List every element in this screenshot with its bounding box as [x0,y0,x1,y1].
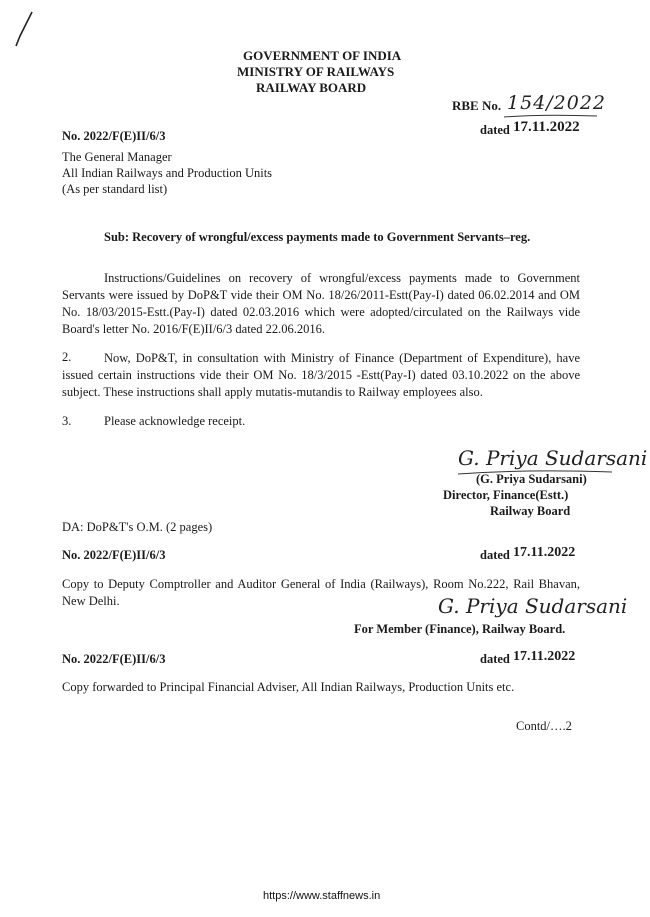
file-number: No. 2022/F(E)II/6/3 [62,129,166,143]
subject-line: Sub: Recovery of wrongful/excess payments made to Government Servants–reg. [104,230,531,244]
paragraph-3: Please acknowledge receipt. [104,414,246,428]
copy2-date: 17.11.2022 [513,649,576,664]
paragraph-1: Instructions/Guidelines on recovery of wrongful/excess payments made to Government Servants were issued by DoP&T vide their OM No. 18/26/2011-Estt(Pay-I) dated 06.02.2014 and OM No. 18/03/2015-Estt.(Pay-I) dated 02.03.2016 which were adopted/circulated on the Railways vide Board's letter No. 2016/F(E)II/6/3 dated 22.06.2016. [62,271,580,336]
copy2-text: Copy forwarded to Principal Financial Adviser, All Indian Railways, Production Units etc. [62,680,515,694]
paragraph-2: Now, DoP&T, in consultation with Ministry of Finance (Department of Expenditure), have issued certain instructions vide their OM No. 18/3/2015 -Estt(Pay-I) dated 03.10.2022 on the above subject. These instructions shall apply mutatis-mutandis to Railway employees also. [62,351,580,399]
paragraph-3-number: 3. [62,414,72,428]
issue-date: 17.11.2022 [513,119,580,135]
header-government: GOVERNMENT OF INDIA [243,48,402,63]
copy1-date: 17.11.2022 [513,545,576,560]
continued-marker: Contd/….2 [516,719,572,733]
addressee-line-1: The General Manager [62,150,172,164]
addressee-line-3: (As per standard list) [62,182,168,196]
pen-mark [12,10,36,50]
copy1-signature: G. Priya Sudarsani [438,594,628,618]
copy2-dated-label: dated [480,652,510,666]
dated-label: dated [480,123,510,137]
copy1-sign-line: For Member (Finance), Railway Board. [354,622,566,636]
signature: G. Priya Sudarsani [458,446,648,470]
footer-url: https://www.staffnews.in [263,890,381,902]
header-board: RAILWAY BOARD [256,80,367,95]
signatory-name: (G. Priya Sudarsani) [476,472,587,486]
signatory-office: Railway Board [490,504,571,518]
copy1-dated-label: dated [480,548,510,562]
copy1-file-number: No. 2022/F(E)II/6/3 [62,548,166,562]
copy2-file-number: No. 2022/F(E)II/6/3 [62,652,166,666]
rbe-label: RBE No. [452,98,502,113]
rbe-number: 154/2022 [507,92,607,114]
enclosure-note: DA: DoP&T's O.M. (2 pages) [62,520,213,534]
copy1-text: Copy to Deputy Comptroller and Auditor General of India (Railways), Room No.222, Rail Bhavan, New Delhi. [62,577,580,608]
signatory-designation: Director, Finance(Estt.) [443,488,569,502]
addressee-line-2: All Indian Railways and Production Units [62,166,273,180]
header-ministry: MINISTRY OF RAILWAYS [237,64,395,79]
paragraph-2-number: 2. [62,350,72,364]
